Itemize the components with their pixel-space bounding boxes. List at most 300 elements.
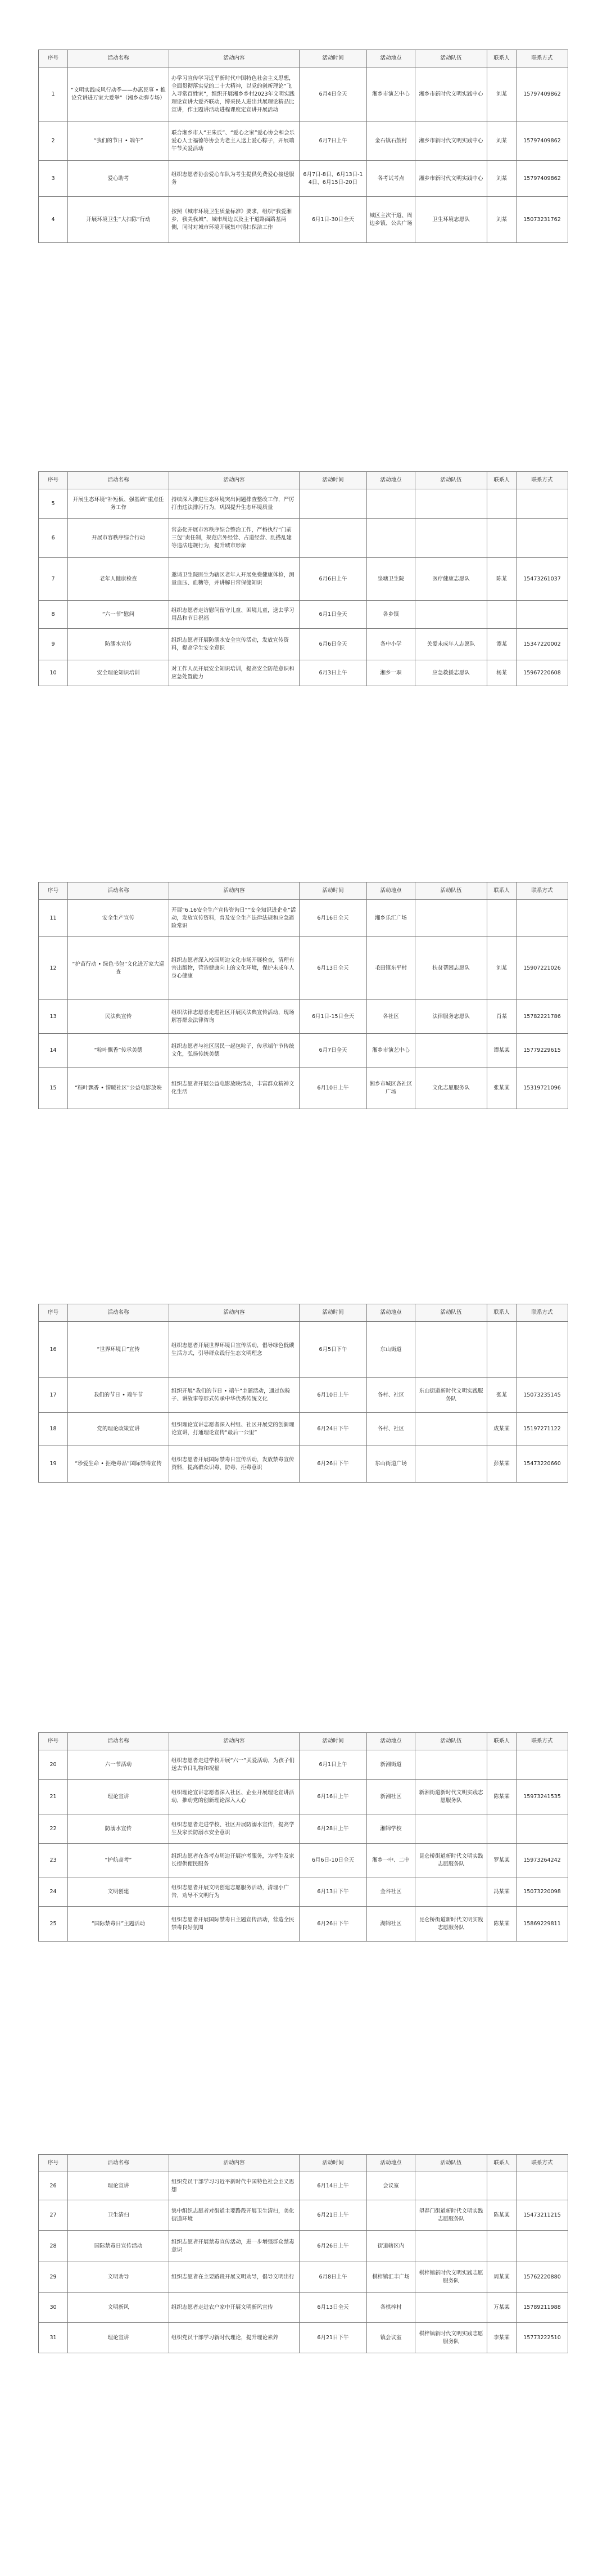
cell-place: 镇会议室	[367, 2323, 415, 2353]
cell-contact	[487, 1322, 517, 1378]
cell-phone: 15197271122	[517, 1413, 568, 1445]
cell-place: 新湘街道	[367, 1750, 415, 1780]
cell-place	[367, 2200, 415, 2231]
cell-contact: 刘某	[487, 67, 517, 121]
cell-contact: 刘某	[487, 197, 517, 243]
cell-seq: 12	[39, 937, 68, 1000]
table-section-6	[38, 2154, 568, 2353]
header-team: 活动队伍	[415, 2155, 487, 2172]
cell-team	[415, 1445, 487, 1483]
cell-seq: 5	[39, 489, 68, 519]
cell-content: 组织志愿者与社区居民一起包粽子，传承端午节传统文化，弘扬传统美德	[169, 1034, 300, 1068]
activity-table-5	[38, 1732, 568, 1942]
cell-content: 组织志愿者走进学校、社区开展防溺水宣传，提高学生及家长防溺水安全意识	[169, 1814, 300, 1844]
header-name: 活动名称	[68, 50, 169, 67]
cell-place: 湘乡一职	[367, 660, 415, 686]
cell-time: 6月13日下午	[300, 1877, 367, 1907]
cell-content: 组织志愿者走进学校开展“六一”关爱活动，为孩子们送去节日礼物和祝福	[169, 1750, 300, 1780]
header-seq: 序号	[39, 472, 68, 489]
cell-team	[415, 1814, 487, 1844]
cell-seq: 11	[39, 900, 68, 937]
cell-seq: 13	[39, 1000, 68, 1034]
cell-place: 泉塘卫生院	[367, 558, 415, 601]
cell-phone: 15073220098	[517, 1877, 568, 1907]
cell-team: 湘乡市新时代文明实践中心	[415, 161, 487, 197]
cell-content: 集中组织志愿者对街道主要路段开展卫生清扫，美化街道环境	[169, 2200, 300, 2231]
cell-team	[415, 1322, 487, 1378]
header-time: 活动时间	[300, 1304, 367, 1322]
cell-seq: 17	[39, 1378, 68, 1413]
cell-contact	[487, 489, 517, 519]
table-section-1	[38, 49, 568, 243]
cell-place: 新湘社区	[367, 1780, 415, 1814]
cell-team	[415, 1877, 487, 1907]
cell-content: 组织开展“我们的节日 • 端午”主题活动，通过包粽子、讲故事等形式传承中华优秀传统文化	[169, 1378, 300, 1413]
cell-phone	[517, 519, 568, 558]
header-phone: 联系方式	[517, 882, 568, 900]
header-phone: 联系方式	[517, 2155, 568, 2172]
cell-time: 6月26日下午	[300, 1445, 367, 1483]
cell-content: 对工作人员开展安全知识培训，提高安全防范意识和应急处置能力	[169, 660, 300, 686]
cell-time: 6月7日上午	[300, 121, 367, 161]
cell-team	[415, 601, 487, 629]
cell-phone	[517, 2231, 568, 2262]
header-time: 活动时间	[300, 50, 367, 67]
cell-seq: 26	[39, 2172, 68, 2200]
cell-contact: 万某某	[487, 2293, 517, 2323]
header-place: 活动地点	[367, 882, 415, 900]
cell-contact	[487, 1814, 517, 1844]
cell-phone: 15973264242	[517, 1844, 568, 1877]
cell-time: 6月13日全天	[300, 2293, 367, 2323]
header-name: 活动名称	[68, 1304, 169, 1322]
cell-contact: 彭某某	[487, 1445, 517, 1483]
cell-name: 卫生清扫	[68, 2200, 169, 2231]
header-content: 活动内容	[169, 1304, 300, 1322]
table-section-5	[38, 1732, 568, 1942]
table-row	[39, 900, 568, 937]
cell-name: 党的理论政策宣讲	[68, 1413, 169, 1445]
header-place: 活动地点	[367, 472, 415, 489]
header-contact: 联系人	[487, 1304, 517, 1322]
table-section-2	[38, 471, 568, 686]
table-row	[39, 660, 568, 686]
header-seq: 序号	[39, 1304, 68, 1322]
cell-seq: 27	[39, 2200, 68, 2231]
cell-name: 理论宣讲	[68, 2323, 169, 2353]
table-row	[39, 1750, 568, 1780]
header-seq: 序号	[39, 2155, 68, 2172]
cell-contact: 陈某某	[487, 1780, 517, 1814]
cell-time: 6月1日全天	[300, 601, 367, 629]
cell-team: 望春门街道新时代文明实践志愿服务队	[415, 2200, 487, 2231]
cell-time	[300, 489, 367, 519]
header-place: 活动地点	[367, 50, 415, 67]
cell-seq: 7	[39, 558, 68, 601]
cell-content: 组织志愿者走访慰问留守儿童、困境儿童，送去学习用品和节日祝福	[169, 601, 300, 629]
cell-place: 各乡镇	[367, 601, 415, 629]
cell-content: 联合湘乡市人“王朱氏”、“爱心之家”爱心协会和会乐爱心人士福德等协会为老主人送上爱心粽子，开展端午节关爱活动	[169, 121, 300, 161]
cell-name: 国际禁毒日宣传活动	[68, 2231, 169, 2262]
cell-time: 6月16日全天	[300, 900, 367, 937]
cell-team: 东山街道新时代文明实践服务队	[415, 1378, 487, 1413]
cell-time: 6月6日-10日全天	[300, 1844, 367, 1877]
cell-seq: 22	[39, 1814, 68, 1844]
table-row	[39, 2200, 568, 2231]
header-seq: 序号	[39, 1733, 68, 1750]
activity-table-1	[38, 49, 568, 243]
cell-team	[415, 519, 487, 558]
cell-team: 应急救援志愿队	[415, 660, 487, 686]
activity-table-4	[38, 1304, 568, 1483]
cell-time: 6月1日-15日全天	[300, 1000, 367, 1034]
cell-content: 组织志愿者开展防溺水安全宣传活动，发放宣传资料，提高学生安全意识	[169, 629, 300, 660]
cell-time: 6月16日上午	[300, 1780, 367, 1814]
cell-team: 昆仑桥街道新时代文明实践志愿服务队	[415, 1844, 487, 1877]
table-row	[39, 1378, 568, 1413]
cell-seq: 31	[39, 2323, 68, 2353]
cell-time	[300, 519, 367, 558]
cell-time: 6月6日上午	[300, 558, 367, 601]
cell-seq: 30	[39, 2293, 68, 2323]
table-row	[39, 1413, 568, 1445]
cell-time: 6月14日上午	[300, 2172, 367, 2200]
cell-team	[415, 2172, 487, 2200]
cell-content: 办学习宣传学习近平新时代中国特色社会主义思想，全面贯彻落实党的二十大精神，以党的创新理论“飞入寻常百姓家”，组织开展湘乡乡村2023年文明实践理论宣讲大爱齐联动，博采民人进出共展理论精品比宣讲，作主题讲活动进程课度定宣讲开展活动	[169, 67, 300, 121]
cell-place: 棋梓镇汇丰广场	[367, 2262, 415, 2293]
cell-time: 6月13日全天	[300, 937, 367, 1000]
cell-contact: 杨某	[487, 660, 517, 686]
header-place: 活动地点	[367, 2155, 415, 2172]
cell-time: 6月5日下午	[300, 1322, 367, 1378]
cell-content: 开展“6.16安全生产宣传咨询日”“安全知识进企业”活动，发放宣传资料，普及安全生产法律法规和应急避险常识	[169, 900, 300, 937]
table-row	[39, 121, 568, 161]
cell-contact	[487, 601, 517, 629]
header-team: 活动队伍	[415, 472, 487, 489]
table-section-4	[38, 1304, 568, 1483]
cell-phone	[517, 489, 568, 519]
cell-team: 湘乡市新时代文明实践中心	[415, 121, 487, 161]
cell-content: 组织志愿者开展国际禁毒日主题宣传活动，营造全民禁毒良好氛围	[169, 1907, 300, 1942]
cell-team: 棋梓镇新时代文明实践志愿服务队	[415, 2323, 487, 2353]
cell-name: 民法典宣传	[68, 1000, 169, 1034]
cell-name: 安全生产宣传	[68, 900, 169, 937]
cell-name: “护航高考”	[68, 1844, 169, 1877]
cell-contact	[487, 1750, 517, 1780]
cell-seq: 25	[39, 1907, 68, 1942]
cell-content: 邀请卫生院医生为辖区老年人开展免费健康体检，测量血压、血糖等，并讲解日常保健知识	[169, 558, 300, 601]
cell-content: 组织志愿者协会爱心车队为考生提供免费爱心接送服务	[169, 161, 300, 197]
cell-contact: 陈某某	[487, 1907, 517, 1942]
header-place: 活动地点	[367, 1733, 415, 1750]
cell-time: 6月7日全天	[300, 1034, 367, 1068]
table-row	[39, 2262, 568, 2293]
cell-place: 湘乡一中、二中	[367, 1844, 415, 1877]
table-header	[39, 50, 568, 67]
cell-phone: 15473261037	[517, 558, 568, 601]
cell-time: 6月4日全天	[300, 67, 367, 121]
cell-place: 各考试考点	[367, 161, 415, 197]
table-row	[39, 2231, 568, 2262]
cell-name: “珍爱生命 • 拒绝毒品”国际禁毒宣传	[68, 1445, 169, 1483]
table-row	[39, 558, 568, 601]
header-team: 活动队伍	[415, 50, 487, 67]
cell-team	[415, 1413, 487, 1445]
cell-phone: 15473220660	[517, 1445, 568, 1483]
cell-time: 6月10日上午	[300, 1068, 367, 1109]
cell-content: 组织志愿者开展国际禁毒日宣传活动，发放禁毒宣传资料，提高群众识毒、防毒、拒毒意识	[169, 1445, 300, 1483]
table-row	[39, 1445, 568, 1483]
cell-team: 法律服务志愿队	[415, 1000, 487, 1034]
cell-phone: 15779229615	[517, 1034, 568, 1068]
cell-team: 卫生环境志愿队	[415, 197, 487, 243]
cell-team: 昆仑桥街道新时代文明实践志愿服务队	[415, 1907, 487, 1942]
cell-contact: 刘某	[487, 937, 517, 1000]
table-row	[39, 2323, 568, 2353]
cell-seq: 3	[39, 161, 68, 197]
cell-name: 理论宣讲	[68, 2172, 169, 2200]
cell-content: 组织志愿者在主要路段开展文明劝导，倡导文明出行	[169, 2262, 300, 2293]
cell-team	[415, 2231, 487, 2262]
cell-content: 组织法律志愿者走进社区开展民法典宣传活动，现场解答群众法律咨询	[169, 1000, 300, 1034]
cell-name: “六一节”慰问	[68, 601, 169, 629]
cell-place	[367, 519, 415, 558]
header-seq: 序号	[39, 50, 68, 67]
cell-place: 街道辖区内	[367, 2231, 415, 2262]
cell-place: 东山街道	[367, 1322, 415, 1378]
table-row	[39, 1814, 568, 1844]
cell-contact: 冯某某	[487, 1877, 517, 1907]
cell-name: “国际禁毒日”主题活动	[68, 1907, 169, 1942]
cell-seq: 23	[39, 1844, 68, 1877]
cell-seq: 29	[39, 2262, 68, 2293]
cell-place: 各村、社区	[367, 1378, 415, 1413]
table-row	[39, 489, 568, 519]
cell-place: 各中小学	[367, 629, 415, 660]
cell-team: 新湘街道新时代文明实践志愿服务队	[415, 1780, 487, 1814]
cell-phone	[517, 900, 568, 937]
cell-team	[415, 2293, 487, 2323]
cell-team: 医疗健康志愿队	[415, 558, 487, 601]
header-seq: 序号	[39, 882, 68, 900]
cell-name: 开展生态环境“补短板、强基础”重点任务工作	[68, 489, 169, 519]
header-name: 活动名称	[68, 472, 169, 489]
table-row	[39, 2172, 568, 2200]
cell-team: 关爱未成年人志愿队	[415, 629, 487, 660]
cell-place: 各社区	[367, 1000, 415, 1034]
header-contact: 联系人	[487, 50, 517, 67]
header-content: 活动内容	[169, 472, 300, 489]
cell-content: 组织理论宣讲志愿者深入村组、社区开展党的创新理论宣讲，打通理论宣传“最后一公里”	[169, 1413, 300, 1445]
cell-contact	[487, 2231, 517, 2262]
header-contact: 联系人	[487, 2155, 517, 2172]
cell-time: 6月21日上午	[300, 2200, 367, 2231]
header-phone: 联系方式	[517, 50, 568, 67]
cell-seq: 9	[39, 629, 68, 660]
table-header	[39, 1733, 568, 1750]
cell-time: 6月3日上午	[300, 660, 367, 686]
cell-time: 6月1日上午	[300, 1750, 367, 1780]
cell-seq: 28	[39, 2231, 68, 2262]
cell-time: 6月8日上午	[300, 2262, 367, 2293]
cell-seq: 1	[39, 67, 68, 121]
cell-place	[367, 489, 415, 519]
cell-place: 湘锦学校	[367, 1814, 415, 1844]
cell-content: 组织志愿者开展文明创建志愿服务活动，清理小广告，劝导不文明行为	[169, 1877, 300, 1907]
cell-content: 组织志愿者开展世界环境日宣传活动，倡导绿色低碳生活方式，引导群众践行生态文明理念	[169, 1322, 300, 1378]
cell-contact: 肖某	[487, 1000, 517, 1034]
cell-time: 6月7日-8日、6月13日-14日、6月15日-20日	[300, 161, 367, 197]
cell-team: 棋梓镇新时代文明实践志愿服务队	[415, 2262, 487, 2293]
cell-time: 6月21日下午	[300, 2323, 367, 2353]
cell-place: 各棋梓村	[367, 2293, 415, 2323]
cell-seq: 2	[39, 121, 68, 161]
table-row	[39, 161, 568, 197]
table-row	[39, 197, 568, 243]
table-row	[39, 67, 568, 121]
cell-contact	[487, 519, 517, 558]
cell-time: 6月28日上午	[300, 1814, 367, 1844]
header-contact: 联系人	[487, 882, 517, 900]
cell-name: 开展市容秩序综合行动	[68, 519, 169, 558]
header-time: 活动时间	[300, 882, 367, 900]
cell-phone	[517, 1750, 568, 1780]
cell-content: 组织志愿者开展禁毒宣传活动，进一步增强群众禁毒意识	[169, 2231, 300, 2262]
cell-place: 城区主次干道、周边乡镇、公共广场	[367, 197, 415, 243]
cell-place: 湘乡乐汇广场	[367, 900, 415, 937]
cell-phone: 15967220608	[517, 660, 568, 686]
cell-name: 防溺水宣传	[68, 1814, 169, 1844]
cell-team	[415, 1034, 487, 1068]
table-row	[39, 937, 568, 1000]
cell-phone: 15347220002	[517, 629, 568, 660]
cell-phone: 15073235145	[517, 1378, 568, 1413]
table-row	[39, 519, 568, 558]
cell-contact	[487, 900, 517, 937]
cell-contact: 刘某	[487, 161, 517, 197]
cell-phone: 15773222510	[517, 2323, 568, 2353]
cell-team: 文化志愿服务队	[415, 1068, 487, 1109]
cell-seq: 15	[39, 1068, 68, 1109]
table-row	[39, 1068, 568, 1109]
table-row	[39, 2293, 568, 2323]
cell-place: 会议室	[367, 2172, 415, 2200]
header-content: 活动内容	[169, 1733, 300, 1750]
cell-name: “粽叶飘香”传承美德	[68, 1034, 169, 1068]
cell-phone: 15762220880	[517, 2262, 568, 2293]
cell-content: 组织志愿者开展公益电影放映活动，丰富群众精神文化生活	[169, 1068, 300, 1109]
cell-phone: 15073231762	[517, 197, 568, 243]
cell-seq: 24	[39, 1877, 68, 1907]
table-header	[39, 472, 568, 489]
header-phone: 联系方式	[517, 1304, 568, 1322]
cell-contact: 谭某某	[487, 1034, 517, 1068]
cell-team	[415, 900, 487, 937]
activity-table-2	[38, 471, 568, 686]
cell-name: “粽叶飘香 • 情暖社区”公益电影放映	[68, 1068, 169, 1109]
cell-seq: 10	[39, 660, 68, 686]
cell-seq: 18	[39, 1413, 68, 1445]
cell-seq: 21	[39, 1780, 68, 1814]
table-header	[39, 2155, 568, 2172]
cell-name: 我们的节日 • 端午节	[68, 1378, 169, 1413]
cell-contact: 罗某某	[487, 1844, 517, 1877]
cell-place: 金谷社区	[367, 1877, 415, 1907]
cell-contact: 陈某	[487, 558, 517, 601]
header-contact: 联系人	[487, 472, 517, 489]
header-name: 活动名称	[68, 1733, 169, 1750]
cell-name: 开展环境卫生“大扫除”行动	[68, 197, 169, 243]
cell-contact: 成某某	[487, 1413, 517, 1445]
header-phone: 联系方式	[517, 1733, 568, 1750]
header-time: 活动时间	[300, 1733, 367, 1750]
cell-phone: 15907221026	[517, 937, 568, 1000]
cell-contact: 周某某	[487, 2262, 517, 2293]
cell-seq: 19	[39, 1445, 68, 1483]
cell-name: “世界环境日”宣传	[68, 1322, 169, 1378]
cell-place: 湘乡市城区各社区广场	[367, 1068, 415, 1109]
cell-name: 文明新风	[68, 2293, 169, 2323]
table-header	[39, 1304, 568, 1322]
header-name: 活动名称	[68, 2155, 169, 2172]
cell-name: 六一节活动	[68, 1750, 169, 1780]
cell-content: 组织党员干部学习习近平新时代中国特色社会主义思想	[169, 2172, 300, 2200]
header-place: 活动地点	[367, 1304, 415, 1322]
cell-contact: 李某某	[487, 2323, 517, 2353]
cell-content: 按照《城市环境卫生质量标准》要求，组织“我爱湘乡，我美我城”，城市周边以及主干道路面路基两侧，同时对城市环境开展集中清扫保洁工作	[169, 197, 300, 243]
cell-name: 老年人健康检查	[68, 558, 169, 601]
cell-place: 湖锦社区	[367, 1907, 415, 1942]
cell-team	[415, 489, 487, 519]
cell-contact: 陈某某	[487, 2200, 517, 2231]
cell-time: 6月26日上午	[300, 2231, 367, 2262]
cell-seq: 4	[39, 197, 68, 243]
cell-phone	[517, 1814, 568, 1844]
cell-time: 6月26日下午	[300, 1907, 367, 1942]
table-header	[39, 882, 568, 900]
cell-place: 湘乡市演艺中心	[367, 67, 415, 121]
header-team: 活动队伍	[415, 1304, 487, 1322]
header-time: 活动时间	[300, 472, 367, 489]
cell-phone: 15473211215	[517, 2200, 568, 2231]
cell-name: 理论宣讲	[68, 1780, 169, 1814]
cell-time: 6月10日上午	[300, 1378, 367, 1413]
cell-name: 文明劝导	[68, 2262, 169, 2293]
cell-contact: 张某某	[487, 1068, 517, 1109]
cell-seq: 20	[39, 1750, 68, 1780]
table-row	[39, 1877, 568, 1907]
cell-name: “文明实践成风行动季——办惠民事 • 推论党讲进万家大爱举”（湘乡动弹专场）	[68, 67, 169, 121]
cell-content: 组织志愿者在各考点周边开展护考服务，为考生及家长提供便民服务	[169, 1844, 300, 1877]
cell-seq: 16	[39, 1322, 68, 1378]
header-phone: 联系方式	[517, 472, 568, 489]
cell-phone: 15789211988	[517, 2293, 568, 2323]
header-content: 活动内容	[169, 882, 300, 900]
cell-seq: 6	[39, 519, 68, 558]
cell-time: 6月24日下午	[300, 1413, 367, 1445]
header-team: 活动队伍	[415, 882, 487, 900]
table-row	[39, 1034, 568, 1068]
cell-seq: 14	[39, 1034, 68, 1068]
cell-time: 6月1日-30日全天	[300, 197, 367, 243]
cell-place: 金石镇石鼓村	[367, 121, 415, 161]
cell-name: 安全理论知识培训	[68, 660, 169, 686]
cell-name: 爱心助考	[68, 161, 169, 197]
header-name: 活动名称	[68, 882, 169, 900]
cell-name: 文明创建	[68, 1877, 169, 1907]
header-contact: 联系人	[487, 1733, 517, 1750]
cell-place: 各村、社区	[367, 1413, 415, 1445]
